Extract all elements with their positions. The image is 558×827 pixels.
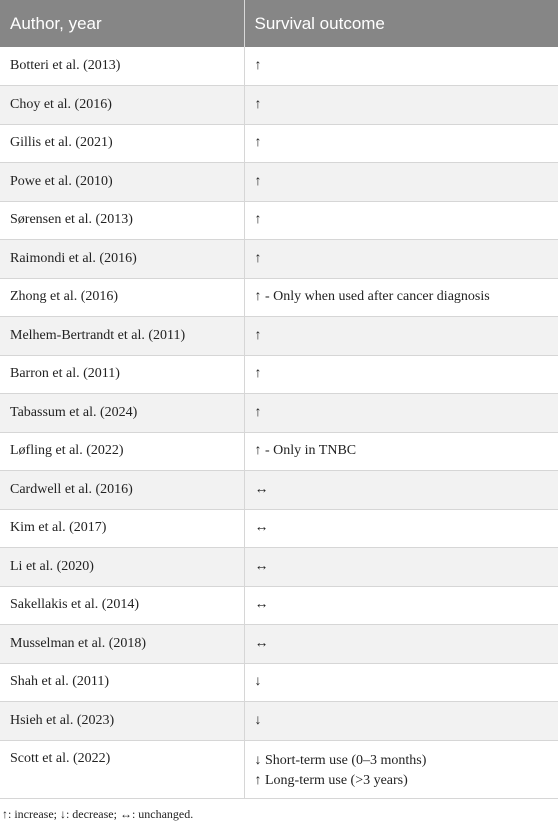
outcome-line: ↓ [254,712,262,728]
survival-outcome-cell [244,625,558,664]
outcome-line: ↑ [254,212,262,228]
table-row [0,471,558,510]
outcome-line: ↓ Short-term use (0–3 months) [254,752,427,768]
outcome-line: ↑ - Only when used after cancer diagnosis [254,289,490,305]
survival-outcome-cell [244,86,558,125]
survival-outcome-cell [244,509,558,548]
outcome-line: ↓ [254,674,262,690]
table-header [0,0,558,47]
table-row [0,278,558,317]
outcome-line: ↔ [254,520,269,536]
table-row [0,47,558,86]
table-row [0,548,558,587]
table-row [0,124,558,163]
outcome-line: ↔ [254,635,269,651]
author-year-cell: Barron et al. (2011) [0,355,244,394]
table-row [0,394,558,433]
table-row [0,586,558,625]
survival-outcome-cell [244,47,558,86]
survival-outcome-cell [244,317,558,356]
outcome-line: ↑ [254,135,262,151]
header-row [0,0,558,47]
outcome-line: ↔ [254,558,269,574]
outcome-line: ↑ [254,327,262,343]
table-footnote: ↑: increase; ↓: decrease; ↔: unchanged. [2,806,194,821]
table-row [0,86,558,125]
author-year-cell: Musselman et al. (2018) [0,625,244,664]
survival-outcome-cell [244,124,558,163]
table-row [0,509,558,548]
survival-outcome-cell [244,432,558,471]
survival-outcome-cell [244,702,558,741]
outcome-line: ↑ [254,96,262,112]
outcome-line: ↔ [254,481,269,497]
survival-outcome-cell [244,471,558,510]
table-row [0,432,558,471]
table-row [0,740,558,798]
survival-outcome-cell [244,278,558,317]
author-year-cell: Sørensen et al. (2013) [0,201,244,240]
survival-outcome-cell [244,240,558,279]
table-row [0,625,558,664]
survival-outcome-cell [244,548,558,587]
author-year-cell: Powe et al. (2010) [0,163,244,202]
table-row [0,240,558,279]
author-year-cell: Li et al. (2020) [0,548,244,587]
outcome-line: ↑ Long-term use (>3 years) [254,772,408,788]
outcome-line: ↑ [254,58,262,73]
author-year-cell: Kim et al. (2017) [0,509,244,548]
header-author-year: Author, year [0,0,244,47]
outcome-line: ↑ [254,366,262,382]
outcome-line: ↑ [254,404,262,420]
author-year-cell: Botteri et al. (2013) [0,47,244,86]
author-year-cell: Shah et al. (2011) [0,663,244,702]
survival-outcome-cell [244,201,558,240]
table-row [0,702,558,741]
outcome-line: ↑ [254,250,262,266]
outcome-line: ↔ [254,597,269,613]
author-year-cell: Hsieh et al. (2023) [0,702,244,741]
author-year-cell: Raimondi et al. (2016) [0,240,244,279]
survival-outcome-cell [244,740,558,798]
author-year-cell: Gillis et al. (2021) [0,124,244,163]
author-year-cell: Cardwell et al. (2016) [0,471,244,510]
table-row [0,163,558,202]
author-year-cell: Løfling et al. (2022) [0,432,244,471]
survival-outcome-cell [244,163,558,202]
author-year-cell: Choy et al. (2016) [0,86,244,125]
author-year-cell: Sakellakis et al. (2014) [0,586,244,625]
table-row [0,201,558,240]
header-survival-outcome: Survival outcome [244,0,558,47]
table-body [0,47,558,798]
outcome-line: ↑ - Only in TNBC [254,443,357,459]
survival-outcome-cell [244,394,558,433]
survival-outcome-cell [244,355,558,394]
author-year-cell: Melhem-Bertrandt et al. (2011) [0,317,244,356]
author-year-cell: Zhong et al. (2016) [0,278,244,317]
table-row [0,355,558,394]
author-year-cell: Tabassum et al. (2024) [0,394,244,433]
table-row [0,317,558,356]
survival-outcome-cell [244,586,558,625]
author-year-cell: Scott et al. (2022) [0,740,244,798]
survival-outcome-cell [244,663,558,702]
outcome-line: ↑ [254,173,262,189]
table-row [0,663,558,702]
